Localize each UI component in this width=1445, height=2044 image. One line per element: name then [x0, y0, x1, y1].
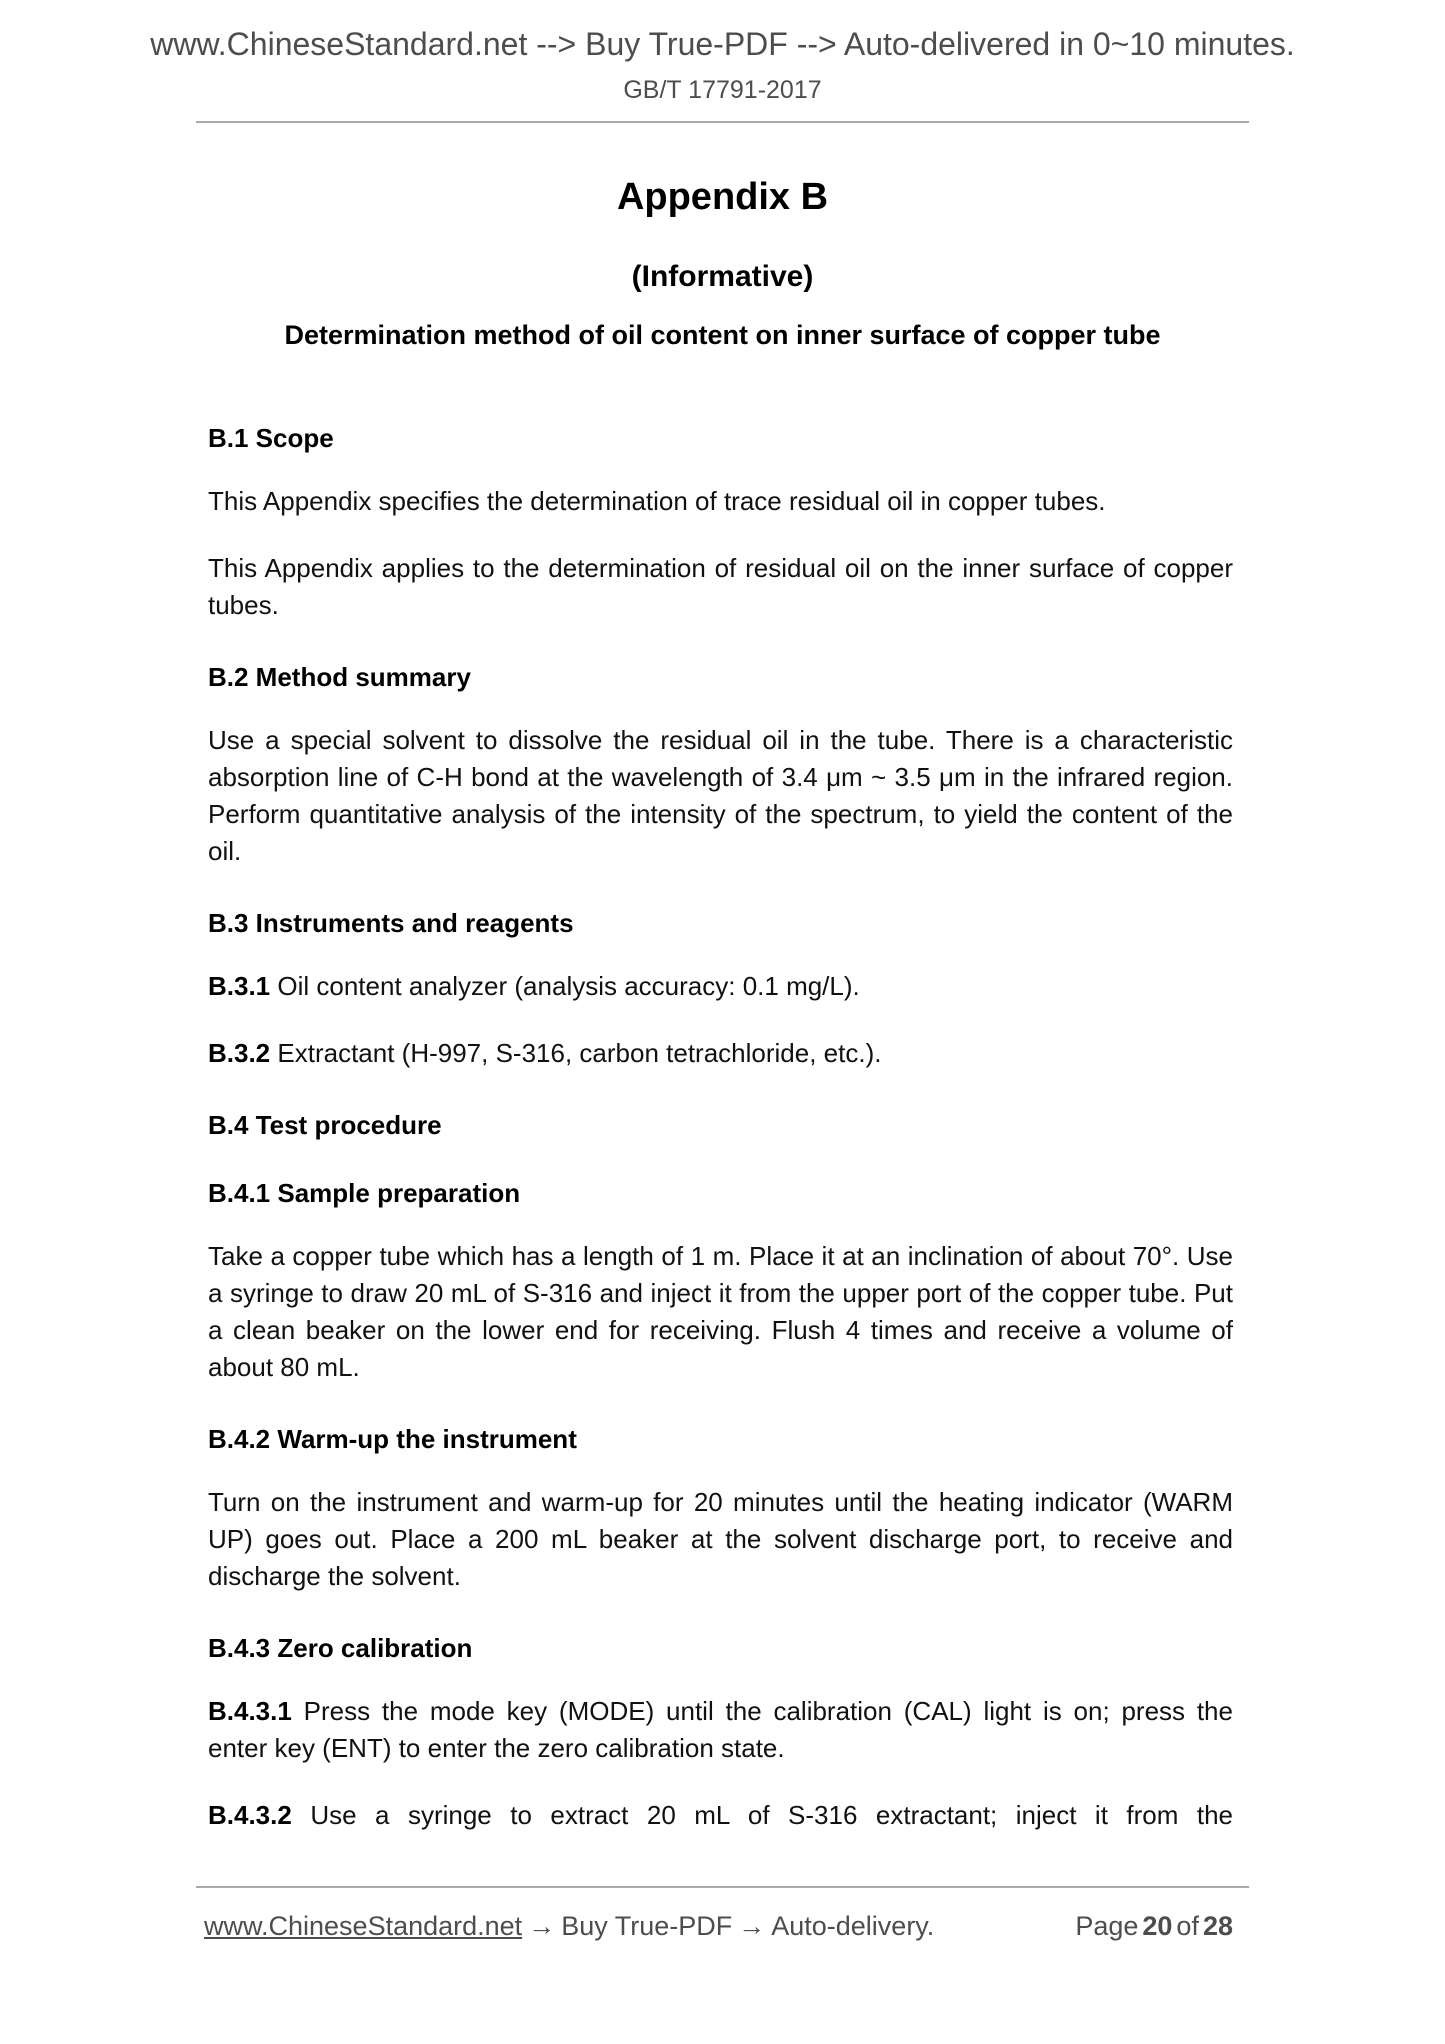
paragraph-b42-1: Turn on the instrument and warm-up for 20 minutes until the heating indicator (WARM UP) goes out. Place a 200 mL beaker at the solvent discharge port, to receive and discharge the solvent. — [208, 1487, 1233, 1591]
arrow-icon: → — [738, 1911, 766, 1941]
footer-divider — [196, 1886, 1249, 1888]
clause-text-b432: Use a syringe to extract 20 mL of S-316 extractant; inject it from the — [310, 1800, 1234, 1830]
section-heading-b1: B.1 Scope — [208, 423, 334, 453]
current-page-number: 20 — [1142, 1911, 1173, 1941]
clause-number-b432: B.4.3.2 — [208, 1800, 292, 1830]
section-heading-b43: B.4.3 Zero calibration — [208, 1633, 473, 1663]
page-footer — [196, 1886, 1249, 1942]
arrow-icon: → — [528, 1911, 556, 1941]
paragraph-b3-1 — [208, 968, 1233, 1005]
clause-number-b431: B.4.3.1 — [208, 1696, 292, 1726]
total-page-number: 28 — [1202, 1911, 1233, 1941]
standard-number: GB/T 17791-2017 — [623, 76, 822, 104]
clause-text-b431: Press the mode key (MODE) until the calibration (CAL) light is on; press the enter key (ENT) to enter the zero calibration state. — [208, 1696, 1233, 1763]
paragraph-b41-1: Take a copper tube which has a length of 1 m. Place it at an inclination of about 70°. Use a syringe to draw 20 mL of S-316 and inject it from the upper port of the copper tube. Put a clean beaker on the lower end for receiving. Flush 4 times and receive a volume of about 80 mL. — [208, 1241, 1233, 1382]
paragraph-b431 — [208, 1693, 1233, 1767]
footer-left — [204, 1910, 934, 1942]
footer-delivery-label: Auto-delivery. — [771, 1911, 935, 1941]
paragraph-b1-2: This Appendix applies to the determination of residual oil on the inner surface of copper tubes. — [208, 553, 1233, 620]
appendix-title: Appendix B — [616, 176, 829, 218]
page-content — [196, 121, 1249, 1834]
appendix-subtitle: (Informative) — [631, 260, 814, 293]
section-heading-b3: B.3 Instruments and reagents — [208, 908, 574, 938]
paragraph-b3-2 — [208, 1035, 1233, 1072]
section-heading-b2: B.2 Method summary — [208, 662, 471, 692]
clause-text-b31: Oil content analyzer (analysis accuracy: 0.1 mg/L). — [277, 971, 860, 1001]
paragraph-b1-1: This Appendix specifies the determination of trace residual oil in copper tubes. — [208, 486, 1106, 516]
clause-text-b32: Extractant (H-997, S-316, carbon tetrachloride, etc.). — [277, 1038, 882, 1068]
section-heading-b4: B.4 Test procedure — [208, 1110, 442, 1140]
paragraph-b432 — [208, 1797, 1233, 1834]
section-heading-b42: B.4.2 Warm-up the instrument — [208, 1424, 577, 1454]
section-heading-b41: B.4.1 Sample preparation — [208, 1178, 521, 1208]
paragraph-b2-1: Use a special solvent to dissolve the residual oil in the tube. There is a characteristic absorption line of C-H bond at the wavelength of 3.4 μm ~ 3.5 μm in the infrared region. Perform quantitative analysis of the intensity of the spectrum, to yield the content of the oil. — [208, 725, 1233, 866]
appendix-description: Determination method of oil content on inner surface of copper tube — [284, 320, 1161, 350]
of-label: of — [1176, 1911, 1199, 1941]
footer-row — [196, 1910, 1249, 1942]
page-indicator — [1075, 1910, 1237, 1942]
site-link[interactable]: www.ChineseStandard.net — [204, 1911, 523, 1941]
body-column — [208, 423, 1233, 1834]
site-banner: www.ChineseStandard.net --> Buy True-PDF --> Auto-delivered in 0~10 minutes. — [150, 26, 1295, 62]
clause-number-b32: B.3.2 — [208, 1038, 271, 1068]
footer-buy-label: Buy True-PDF — [561, 1911, 733, 1941]
page-label: Page — [1075, 1911, 1139, 1941]
clause-number-b31: B.3.1 — [208, 971, 271, 1001]
header-divider — [196, 121, 1249, 123]
